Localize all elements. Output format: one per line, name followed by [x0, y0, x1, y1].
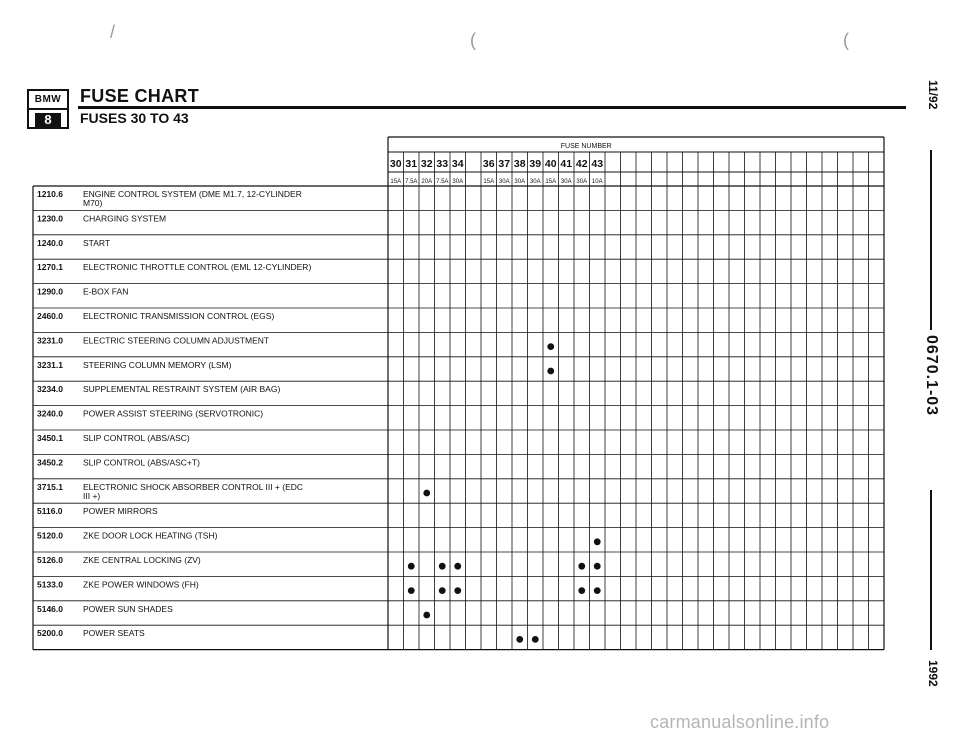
fuse-rating-30: 15A	[390, 179, 402, 185]
fuse-number-34: 34	[451, 158, 464, 170]
scan-mark-2: (	[470, 30, 476, 50]
fuse-dot	[454, 587, 461, 594]
fuse-dot	[454, 563, 461, 570]
row-label: CHARGING SYSTEM	[83, 213, 167, 224]
row-code: 3240.0	[37, 408, 63, 419]
row-code: 3450.2	[37, 457, 63, 468]
row-code: 3715.1	[37, 481, 63, 492]
row-label: STEERING COLUMN MEMORY (LSM)	[83, 359, 232, 370]
fuse-dot	[594, 587, 601, 594]
row-code: 1230.0	[37, 213, 63, 224]
row-label: ZKE POWER WINDOWS (FH)	[83, 579, 199, 590]
row-code: 5120.0	[37, 530, 63, 541]
fuse-rating-31: 7.5A	[405, 179, 418, 185]
side-year: 1992	[926, 660, 940, 687]
fuse-dot	[408, 563, 415, 570]
scan-mark-3: (	[843, 30, 849, 50]
scan-mark-1: /	[110, 22, 116, 42]
logo-brand: BMW	[29, 91, 67, 110]
fuse-rating-33: 7.5A	[436, 179, 449, 185]
row-label: E-BOX FAN	[83, 286, 129, 297]
row-label: ELECTRONIC THROTTLE CONTROL (EML 12-CYLINDER)	[83, 262, 312, 273]
fuse-rating-42: 30A	[576, 179, 588, 185]
fuse-rating-39: 30A	[529, 179, 541, 185]
fuse-dot	[408, 587, 415, 594]
row-label-continued: III +)	[83, 490, 101, 501]
row-code: 3450.1	[37, 433, 63, 443]
fuse-number-header: FUSE NUMBER	[560, 143, 612, 150]
fuse-number-37: 37	[498, 158, 511, 170]
logo-number: 8	[35, 113, 61, 127]
row-code: 3231.0	[37, 335, 63, 346]
page-title: FUSE CHART	[80, 86, 199, 106]
fuse-dot	[594, 563, 601, 570]
row-code: 1240.0	[37, 237, 63, 248]
watermark: carmanualsonline.info	[650, 712, 830, 732]
fuse-rating-43: 10A	[591, 179, 603, 185]
fuse-rating-41: 30A	[560, 179, 572, 185]
row-code: 2460.0	[37, 311, 63, 321]
row-code: 5133.0	[37, 579, 63, 590]
row-label: ZKE DOOR LOCK HEATING (TSH)	[83, 530, 218, 541]
row-label: START	[83, 237, 111, 248]
fuse-dot	[423, 612, 430, 619]
fuse-dot	[547, 368, 554, 375]
row-label: SUPPLEMENTAL RESTRAINT SYSTEM (AIR BAG)	[83, 384, 281, 395]
row-label: ELECTRONIC SHOCK ABSORBER CONTROL III + (EDC	[83, 481, 304, 492]
row-code: 5146.0	[37, 603, 63, 614]
fuse-number-39: 39	[529, 158, 542, 170]
row-code: 3231.1	[37, 359, 63, 370]
fuse-rating-36: 15A	[483, 179, 495, 185]
fuse-dot	[423, 490, 430, 497]
fuse-rating-38: 30A	[514, 179, 526, 185]
fuse-rating-37: 30A	[498, 179, 510, 185]
row-code: 1210.6	[37, 189, 63, 199]
fuse-number-33: 33	[436, 158, 449, 170]
side-date: 11/92	[926, 80, 940, 110]
row-label-continued: M70)	[83, 198, 103, 208]
fuse-number-32: 32	[420, 158, 433, 170]
fuse-number-38: 38	[513, 158, 526, 170]
fuse-number-31: 31	[405, 158, 418, 170]
fuse-rating-32: 20A	[421, 179, 433, 185]
row-code: 5200.0	[37, 628, 63, 639]
row-code: 3234.0	[37, 384, 63, 395]
row-code: 1290.0	[37, 286, 63, 297]
row-label: POWER SUN SHADES	[83, 603, 173, 614]
row-label: POWER MIRRORS	[83, 506, 158, 517]
fuse-dot	[439, 587, 446, 594]
row-code: 5116.0	[37, 506, 63, 517]
row-code: 1270.1	[37, 262, 63, 273]
fuse-dot	[594, 538, 601, 545]
fuse-number-42: 42	[575, 158, 588, 170]
row-label: ENGINE CONTROL SYSTEM (DME M1.7, 12-CYLINDER	[83, 189, 302, 199]
fuse-dot	[578, 563, 585, 570]
row-label: ELECTRIC STEERING COLUMN ADJUSTMENT	[83, 335, 270, 346]
row-label: ELECTRONIC TRANSMISSION CONTROL (EGS)	[83, 311, 275, 321]
fuse-dot	[516, 636, 523, 643]
side-document-code: 0670.1-03	[923, 335, 940, 417]
row-label: POWER SEATS	[83, 628, 145, 639]
row-label: SLIP CONTROL (ABS/ASC)	[83, 433, 190, 443]
fuse-number-43: 43	[591, 158, 604, 170]
fuse-dot	[532, 636, 539, 643]
row-label: POWER ASSIST STEERING (SERVOTRONIC)	[83, 408, 264, 419]
fuse-number-41: 41	[560, 158, 573, 170]
fuse-number-40: 40	[544, 158, 557, 170]
page-subtitle: FUSES 30 TO 43	[80, 110, 189, 126]
row-code: 5126.0	[37, 555, 63, 565]
fuse-rating-34: 30A	[452, 179, 464, 185]
fuse-dot	[578, 587, 585, 594]
fuse-number-30: 30	[389, 158, 402, 170]
fuse-number-36: 36	[482, 158, 495, 170]
fuse-dot	[439, 563, 446, 570]
row-label: ZKE CENTRAL LOCKING (ZV)	[83, 555, 201, 565]
fuse-dot	[547, 343, 554, 350]
row-label: SLIP CONTROL (ABS/ASC+T)	[83, 457, 200, 468]
fuse-rating-40: 15A	[545, 179, 557, 185]
